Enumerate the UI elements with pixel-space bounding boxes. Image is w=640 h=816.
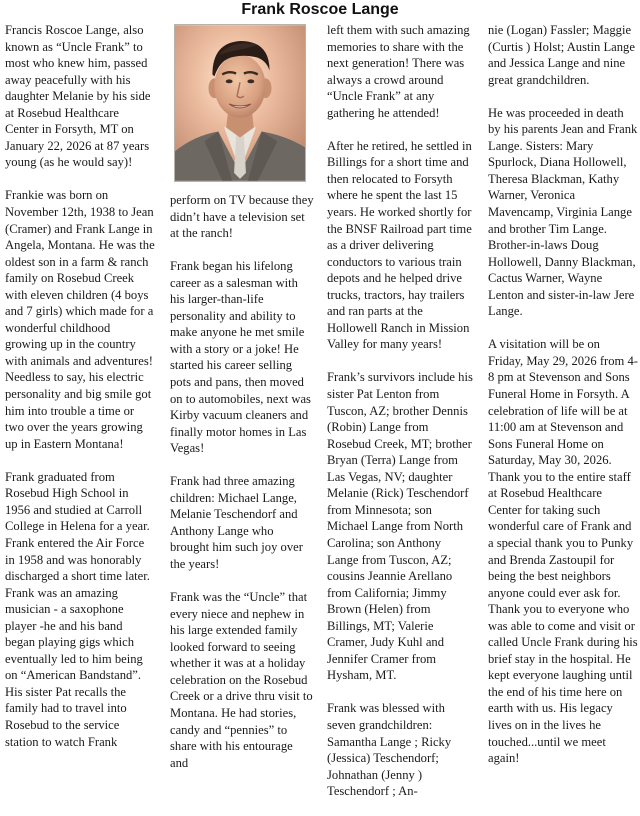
paragraph: Frank began his lifelong career as a salesman with his larger-than-life personality and ability to make anyone he met smile with a story or a joke! He started his career selling pots and pans, then moved on to automobiles, next was Kirby vacuum cleaners and finally motor homes in Las Vegas! [170, 259, 311, 456]
paragraph: Frank’s survivors include his sister Pat Lenton from Tuscon, AZ; brother Dennis (Robin) Lange from Rosebud Creek, MT; brother Bryan (Terra) Lange from Las Vegas, NV; daughter Melanie (Rick) Teschendorf from Minnesota; son Michael Lange from North Carolina; son Anthony Lange from Tuscon, AZ; cousins Jeannie Arellano from California; Jimmy Brown (Helen) from Billings, MT; Valerie Cramer, Judy Kuhl and Jennifer Cramer from Hysham, MT. [327, 370, 473, 683]
portrait-photo [174, 24, 306, 182]
paragraph: Frank graduated from Rosebud High School in 1956 and studied at Carroll College in Helena for a year. Frank entered the Air Force in 1958 and was honorably discharged a short time later. Frank was an amazing musician - a saxophone player -he and his band began playing gigs which eventually led to him being on “American Bandstand”. His sister Pat recalls the family had to travel into Rosebud to the service station to watch Frank [5, 469, 150, 749]
paragraph: After he retired, he settled in Billings for a short time and then relocated to Forsyth where he spent the last 15 years. He worked shortly for the BNSF Railroad part time as a driver delivering conductors to various train depots and he helped drive trucks, tractors, hay trailers and ran parts at the Hollowell Ranch in Mission Valley for many years! [327, 138, 472, 352]
paragraph: left them with such amazing memories to share with the next generation! There was always a crowd around “Uncle Frank” at any gathering he attended! [327, 23, 470, 120]
paragraph: He was proceeded in death by his parents Jean and Frank Lange. Sisters: Mary Spurlock, Diana Hollowell, Theresa Blackman, Kathy Warner, Veronica Mavencamp, Virginia Lange and brother Tim Lange. Brother-in-laws Doug Hollowell, Danny Blackman, Cactus Warner, Wayne Lenton and sister-in-law Jere Lange. [488, 105, 638, 319]
paragraph: A visitation will be on Friday, May 29, 2026 from 4-8 pm at Stevenson and Sons Funeral Home in Forsyth. A celebration of life will be at 11:00 am at Stevenson and Sons Funeral Home on Saturday, May 30, 2026. Thank you to the entire staff at Rosebud Healthcare Center for taking such wonderful care of Frank and a special thank you to Punky and Brenda Zastoupil for being the best neighbors anyone could ever ask for. Thank you to everyone who was able to come and visit or called Uncle Frank during his brief stay in the hospital. He kept everyone laughing until the end of his time here on earth with us. His legacy lives on in the lives he touched...until we meet again! [488, 337, 638, 766]
paragraph: perform on TV because they didn’t have a television set at the ranch! [170, 193, 314, 241]
column-1 [5, 22, 155, 767]
page-title: Frank Roscoe Lange [241, 1, 399, 18]
paragraph: Francis Roscoe Lange, also known as “Uncle Frank” to most who knew him, passed away peacefully with his daughter Melanie by his side at Rosebud Healthcare Center in Forsyth, MT on January 22, 2026 at 87 years young (as he would say)! [5, 23, 151, 170]
paragraph: Frank was blessed with seven grandchildren: Samantha Lange ; Ricky (Jessica) Teschendorf; Johnathan (Jenny ) Teschendorf ; An- [327, 701, 452, 799]
paragraph: Frank was the “Uncle” that every niece and nephew in his large extended family looked forward to seeing whether it was at a holiday celebration on the Rosebud Creek or a drive thru visit to Montana. He had stories, candy and “pennies” to share with his entourage and [170, 590, 313, 770]
paragraph: Frankie was born on November 12th, 1938 to Jean (Cramer) and Frank Lange in Angela, Montana. He was the oldest son in a farm & ranch family on Rosebud Creek with eleven children (4 boys and 7 girls) which made for a wonderful childhood growing up in the country with animals and adventures! Needless to say, his electric personality and big smile got him into trouble a time or two over the years growing up in Eastern Montana! [5, 188, 155, 451]
paragraph: nie (Logan) Fassler; Maggie (Curtis ) Holst; Austin Lange and Jessica Lange and nine great grandchildren. [488, 23, 635, 87]
paragraph: Frank had three amazing children: Michael Lange, Melanie Teschendorf and Anthony Lange who brought him such joy over the years! [170, 474, 303, 572]
column-4 [488, 22, 638, 783]
column-3 [327, 22, 473, 816]
column-2 [170, 24, 314, 788]
